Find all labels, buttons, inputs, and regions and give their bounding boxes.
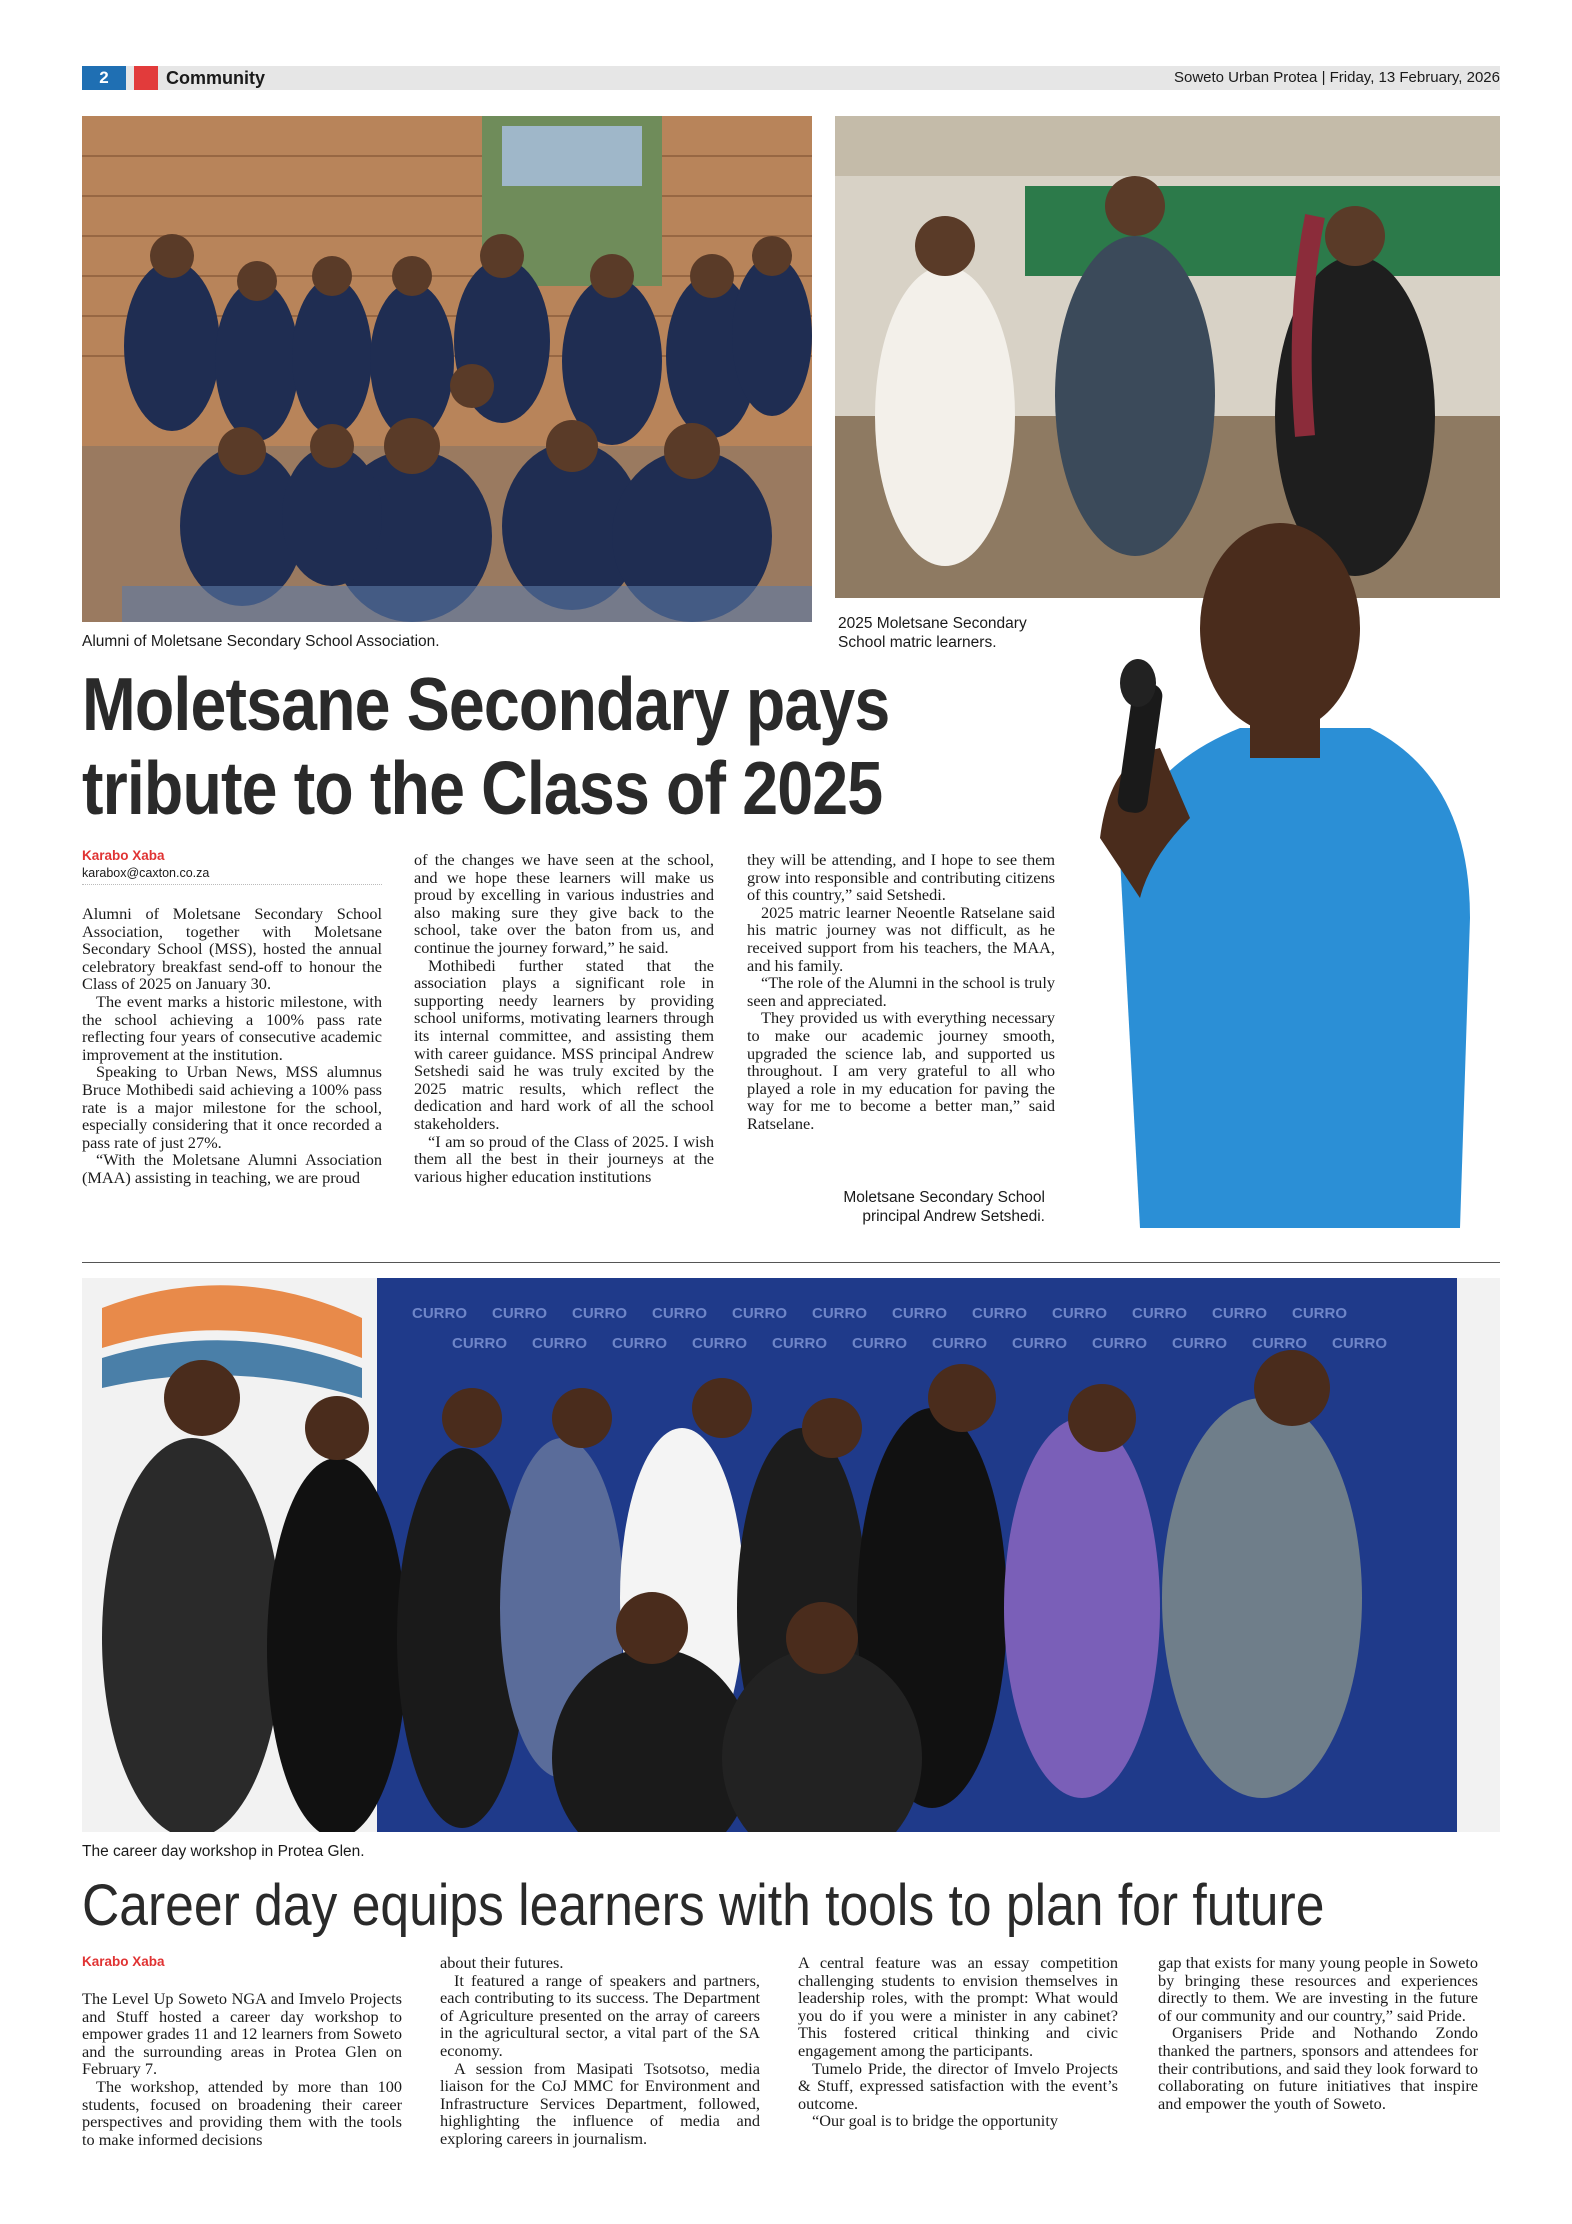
svg-text:CURRO: CURRO xyxy=(1172,1335,1227,1352)
career-day-photo xyxy=(82,1278,1500,1832)
article1-col3-paragraph: “The role of the Alumni in the school is truly seen and appreciated. xyxy=(747,973,1055,1010)
article2-column-2 xyxy=(440,1954,760,2148)
section-divider xyxy=(82,1262,1500,1263)
svg-text:CURRO: CURRO xyxy=(812,1305,867,1322)
byline-email: karabox@caxton.co.za xyxy=(82,866,210,880)
svg-text:CURRO: CURRO xyxy=(572,1305,627,1322)
article1-col1-paragraph: Alumni of Moletsane Secondary School Association, together with Moletsane Secondary School (MSS), hosted the annual celebratory breakfast send-off to honour the Class of 2025 on January 30. xyxy=(82,904,382,994)
svg-text:CURRO: CURRO xyxy=(612,1335,667,1352)
svg-text:CURRO: CURRO xyxy=(452,1335,507,1352)
article1-column-3 xyxy=(747,851,1055,1133)
article2-column-1 xyxy=(82,1990,402,2148)
svg-text:CURRO: CURRO xyxy=(412,1305,467,1322)
article1-col1-paragraph: Speaking to Urban News, MSS alumnus Bruce Mothibedi said achieving a 100% pass rate is a major milestone for the school, especially considering that it once recorded a pass rate of just 27%. xyxy=(82,1062,382,1152)
article1-col3-paragraph: They provided us with everything necessary to make our academic journey smooth, upgraded the science lab, and supported us throughout. I am very grateful to all who played a role in my education for paving the way for me to become a better man,” said Ratselane. xyxy=(747,1008,1055,1133)
alumni-group-photo xyxy=(82,116,812,622)
svg-text:CURRO: CURRO xyxy=(492,1305,547,1322)
section-marker xyxy=(134,66,158,90)
svg-text:CURRO: CURRO xyxy=(852,1335,907,1352)
byline-article2: Karabo Xaba xyxy=(82,1954,165,1969)
svg-text:CURRO: CURRO xyxy=(652,1305,707,1322)
headline-career-day: Career day equips learners with tools to plan for future xyxy=(82,1873,1325,1938)
article1-column-2 xyxy=(414,851,714,1185)
svg-text:CURRO: CURRO xyxy=(532,1335,587,1352)
svg-text:CURRO: CURRO xyxy=(732,1305,787,1322)
article2-col4-paragraph: Organisers Pride and Nothando Zondo thanked the partners, sponsors and attendees for their contributions, and said they look forward to collaborating on future initiatives that inspire and empower the youth of Soweto. xyxy=(1158,2023,1478,2113)
byline-divider xyxy=(82,884,382,886)
article2-col2-paragraph: A session from Masipati Tsotsotso, media liaison for the CoJ MMC for Environment and Infrastructure Services Department, followed, highlighting the influence of media and exploring careers in journalism. xyxy=(440,2058,760,2148)
article2-col4-paragraph: gap that exists for many young people in Soweto by bringing these resources and experiences directly to them. We are investing in the future of our community and our country,” said Pride. xyxy=(1158,1953,1478,2025)
page-number: 2 xyxy=(82,66,126,90)
svg-text:CURRO: CURRO xyxy=(1292,1305,1347,1322)
svg-text:CURRO: CURRO xyxy=(932,1335,987,1352)
article2-col2-paragraph: about their futures. xyxy=(440,1953,564,1972)
article2-col3-paragraph: Tumelo Pride, the director of Imvelo Projects & Stuff, expressed satisfaction with the event’s outcome. xyxy=(798,2058,1118,2113)
svg-text:CURRO: CURRO xyxy=(692,1335,747,1352)
svg-text:CURRO: CURRO xyxy=(1132,1305,1187,1322)
svg-text:CURRO: CURRO xyxy=(972,1305,1027,1322)
byline-article1: Karabo Xaba xyxy=(82,848,165,863)
article1-col1-paragraph: The event marks a historic milestone, with the school achieving a 100% pass rate reflecting four years of consecutive academic improvement at the institution. xyxy=(82,991,382,1064)
svg-text:CURRO: CURRO xyxy=(1332,1335,1387,1352)
article1-col3-paragraph: they will be attending, and I hope to see them grow into responsible and contributing citizens of this country,” said Setshedi. xyxy=(747,850,1055,905)
svg-text:CURRO: CURRO xyxy=(1252,1335,1307,1352)
article1-col1-paragraph: “With the Moletsane Alumni Association (MAA) assisting in teaching, we are proud xyxy=(82,1150,382,1187)
publication-info: Soweto Urban Protea | Friday, 13 February, 2026 xyxy=(1173,69,1500,86)
article2-col3-paragraph: A central feature was an essay competition challenging students to envision themselves in leadership roles, with the prompt: What would you do if you were a minister in any cabinet? This fostered critical thinking and civic engagement among the participants. xyxy=(798,1953,1118,2060)
matric-photo-caption: 2025 Moletsane Secondary School matric learners. xyxy=(838,615,1027,651)
svg-text:CURRO: CURRO xyxy=(1052,1305,1107,1322)
svg-text:CURRO: CURRO xyxy=(1212,1305,1267,1322)
article2-column-4 xyxy=(1158,1954,1478,2112)
headline-moletsane: Moletsane Secondary pays tribute to the Class of 2025 xyxy=(82,662,890,830)
svg-text:CURRO: CURRO xyxy=(772,1335,827,1352)
principal-photo-caption: Moletsane Secondary School principal Andrew Setshedi. xyxy=(843,1189,1045,1225)
alumni-photo-caption: Alumni of Moletsane Secondary School Association. xyxy=(82,633,440,650)
article2-col1-paragraph: The Level Up Soweto NGA and Imvelo Projects and Stuff hosted a career day workshop to empower grades 11 and 12 learners from Soweto and the surrounding areas in Protea Glen on February 7. xyxy=(82,1989,402,2079)
article1-col2-paragraph: “I am so proud of the Class of 2025. I wish them all the best in their journeys at the various higher education institutions xyxy=(414,1131,714,1186)
article2-col2-paragraph: It featured a range of speakers and partners, each contributing to its success. The Department of Agriculture presented on the array of careers in the agricultural sector, a vital part of the SA economy. xyxy=(440,1970,760,2060)
article1-column-1 xyxy=(82,905,382,1187)
article2-col3-paragraph: “Our goal is to bridge the opportunity xyxy=(812,2111,1058,2131)
article1-col2-paragraph: of the changes we have seen at the school, and we hope these learners will make us proud by excelling in various industries and also making sure they give back to the school, take over the baton from us, and continue the journey forward,” he said. xyxy=(414,850,714,957)
section-title: Community xyxy=(166,68,265,88)
career-day-photo-caption: The career day workshop in Protea Glen. xyxy=(82,1843,365,1860)
principal-photo xyxy=(1080,498,1500,1228)
svg-text:CURRO: CURRO xyxy=(1092,1335,1147,1352)
article2-column-3 xyxy=(798,1954,1118,2130)
article2-col1-paragraph: The workshop, attended by more than 100 students, focused on broadening their career perspectives and providing them with the tools to make informed decisions xyxy=(82,2076,402,2149)
svg-text:CURRO: CURRO xyxy=(1012,1335,1067,1352)
article1-col2-paragraph: Mothibedi further stated that the association plays a significant role in supporting needy learners by providing school uniforms, motivating learners through its internal committee, and assisting them with career guidance. MSS principal Andrew Setshedi said he was truly excited by the 2025 matric results, which reflect the dedication and hard work of all the school stakeholders. xyxy=(414,955,714,1133)
svg-text:CURRO: CURRO xyxy=(892,1305,947,1322)
article1-col3-paragraph: 2025 matric learner Neoentle Ratselane said his matric journey was not difficult, as he received support from his teachers, the MAA, and his family. xyxy=(747,902,1055,975)
